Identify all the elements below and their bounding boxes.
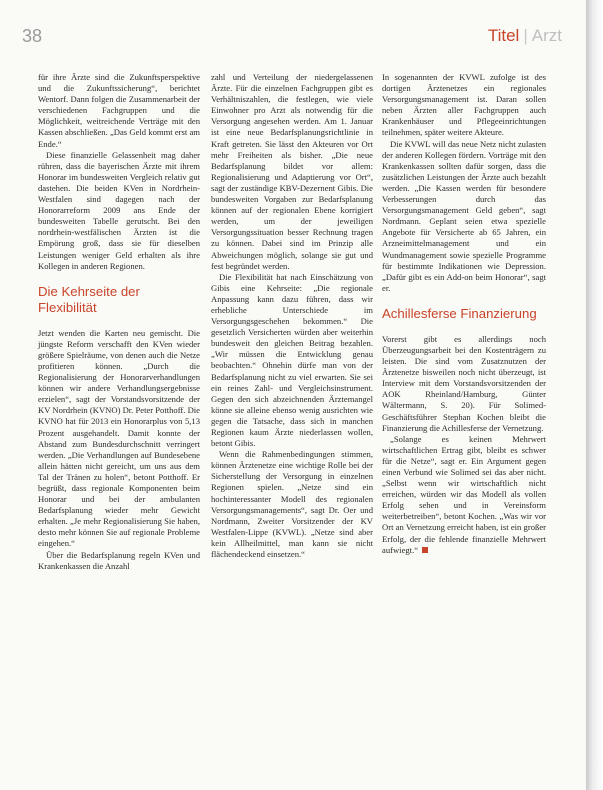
section-separator: | [523,26,528,45]
section-title: Titel [487,26,520,45]
section-subtitle: Arzt [531,26,562,45]
paragraph-text: „Solange es keinen Mehrwert wirtschaftlichen Ertrag gibt, bleibt es schwer für die Netze“, sagt er. Ein Argument gegen einen Verbund wie Solimed sei das aber nicht. „Selbst wenn wir wirtschaftlich nicht erreichen, würden wir das Modell als vollen Erfolg sehen und in Vereinsform weiterbetreiben“, betont Kochen. „Was wir vor Ort an Vernetzung erreicht haben, ist ein großer Erfolg, der die fehlende finanzielle Mehrwert aufwiegt.“ [382,433,546,555]
paragraph [382,434,546,556]
text-column-3 [382,72,546,556]
text-column-2 [211,72,373,560]
subheading: Achillesferse Finanzierung [382,305,537,321]
text-column-1 [38,72,200,572]
paragraph: für ihre Ärzte sind die Zukunftsperspektive und die Zukunftssicherung“, berichtet Wentorf. Dann folgen die Zusammenarbeit der verschiedenen Fachgruppen und die Möglichkeit, weitreichende Verträge mit den Kassen abschließen. „Das Geld kommt erst am Ende.“ [38,72,200,149]
end-of-article-mark [422,547,428,553]
page-edge-shadow [586,0,603,790]
paragraph: Jetzt wenden die Karten neu gemischt. Die jüngste Reform verschafft den KVen wieder größere Spielräume, von denen auch die Netze profitieren können. „Durch die Regionalisierung der Honorarverhandlungen können wir andere Verhandlungsergebnisse erzielen“, sagt der Vorstandsvorsitzende der KV Nordrhein (KVNO) Dr. Peter Potthoff. Die KVNO hat für 2013 ein Honorarplus von 5,13 Prozent ausgehandelt. Damit konnte der Abstand zum Bundesdurchschnitt verringert werden. „Die Verhandlungen auf Bundesebene allein hätten nicht gereicht, um uns aus dem Tal der Tränen zu holen“, betont Potthoff. Er begrüßt, dass regionale Komponenten beim Honorar und bei der ambulanten Bedarfsplanung wieder mehr Gewicht erhalten. „Je mehr Regionalisierung Sie haben, desto mehr können Sie auf regionale Probleme eingehen.“ [38,327,200,549]
page-number: 38 [22,26,43,46]
paragraph: Die KVWL will das neue Netz nicht zulasten der anderen Kollegen fördern. Vorträge mit den Krankenkassen sollten dafür sorgen, dass die zusätzlichen Leistungen der Ärzte auch bezahlt werden. „Die Kassen werden für besondere Verbesserungen durch das Versorgungsmanagement Geld geben“, sagt Nordmann. Geplant seien etwa spezielle Angebote für Versicherte ab 65 Jahren, ein Arzneimittelmanagement und ein Wundmanagement sowie spezielle Programme für bestimmte Indikationen wie Depression. „Dafür gibt es ein Add-on beim Honorar“, sagt er. [382,138,546,293]
section-header [488,26,562,46]
subheading: Die Kehrseite der Flexibilität [38,283,140,315]
paragraph: Vorerst gibt es allerdings noch Überzeugungsarbeit bei den Kostenträgern zu leisten. Die sind vom Zusatznutzen der Ärztenetze bisweilen noch nicht überzeugt, ist Interview mit dem Vorstandsvorsitzenden der AOK Rheinland/Hamburg, Günter Wältermann, S. 20). Für Solimed-Geschäftsführer Stephan Kochen bleibt die Finanzierung die Achillesferse der Vernetzung. [382,333,546,433]
paragraph: Diese finanzielle Gelassenheit mag daher rühren, dass die bayerischen Ärzte mit ihrem Honorar im bundesweiten Vergleich relativ gut dastehen. Die beiden KVen in Nordrhein-Westfalen sind dagegen nach der Honorarreform 2009 ans Ende der bundesweiten Tabelle gerutscht. Bei den nordrhein-westfälischen Ärzten ist die Empörung groß, dass sie für dieselben Leistungen weniger Geld erhalten als ihre Kollegen in anderen Regionen. [38,149,200,271]
paragraph: Die Flexibilität hat nach Einschätzung von Gibis eine Kehrseite: „Die regionale Anpassung kann dazu führen, dass wir erhebliche Unterschiede im Versorgungsgeschehen bekommen.“ Die gesetzlich Versicherten würden aber weiterhin bundesweit den gleichen Beitrag bezahlen. „Wir müssen die Entwicklung genau beobachten.“ Ohnehin dürfe man von der Bedarfsplanung nicht zu viel erwarten. Sie sei ein reines Zahl- und Vergleichsinstrument. Gegen den sich abzeichnenden Ärztemangel könne sie alleine ebenso wenig ausrichten wie gegen die Tatsache, dass sich in manchen Regionen kaum Ärzte niederlassen wollen, betont Gibis. [211,271,373,449]
paragraph: zahl und Verteilung der niedergelassenen Ärzte. Für die einzelnen Fachgruppen gibt es Verhältniszahlen, die festlegen, wie viele Einwohner pro Arzt als notwendig für die Versorgung angesehen werden. Am 1. Januar ist eine neue Bedarfsplanungsrichtlinie in Kraft getreten. Sie lässt den Akteuren vor Ort mehr Freiheiten als bisher. „Die neue Bedarfsplanung bildet vor allem: Regionalisierung und Adaptierung vor Ort“, sagt der zuständige KBV-Dezernent Gibis. Die bundesweiten Vorgaben zur Bedarfsplanung können auf der regionalen Ebene korrigiert werden, um der jeweiligen Versorgungssituation besser Rechnung tragen zu können. Dabei sind im Prinzip alle Abweichungen möglich, solange sie gut und fest begründet werden. [211,72,373,271]
paragraph: In sogenannten der KVWL zufolge ist des dortigen Ärztenetzes ein regionales Versorgungsmanagement ist. Daran sollen neben Ärzten aller Fachgruppen auch Krankenhäuser und Pflegeeinrichtungen teilnehmen, später weitere Akteure. [382,72,546,138]
paragraph: Über die Bedarfsplanung regeln KVen und Krankenkassen die Anzahl [38,549,200,571]
paragraph: Wenn die Rahmenbedingungen stimmen, können Ärztenetze eine wichtige Rolle bei der Sicherstellung der Versorgung in einzelnen Regionen spielen. „Netze sind ein hochinteressanter Modell des regionalen Versorgungsmanagements“, sagt Dr. Oer und Nordmann, Zweiter Vorsitzender der KV Westfalen-Lippe (KVWL). „Netze sind aber kein Allheilmittel, man kann sie nicht flächendeckend einsetzen.“ [211,449,373,560]
